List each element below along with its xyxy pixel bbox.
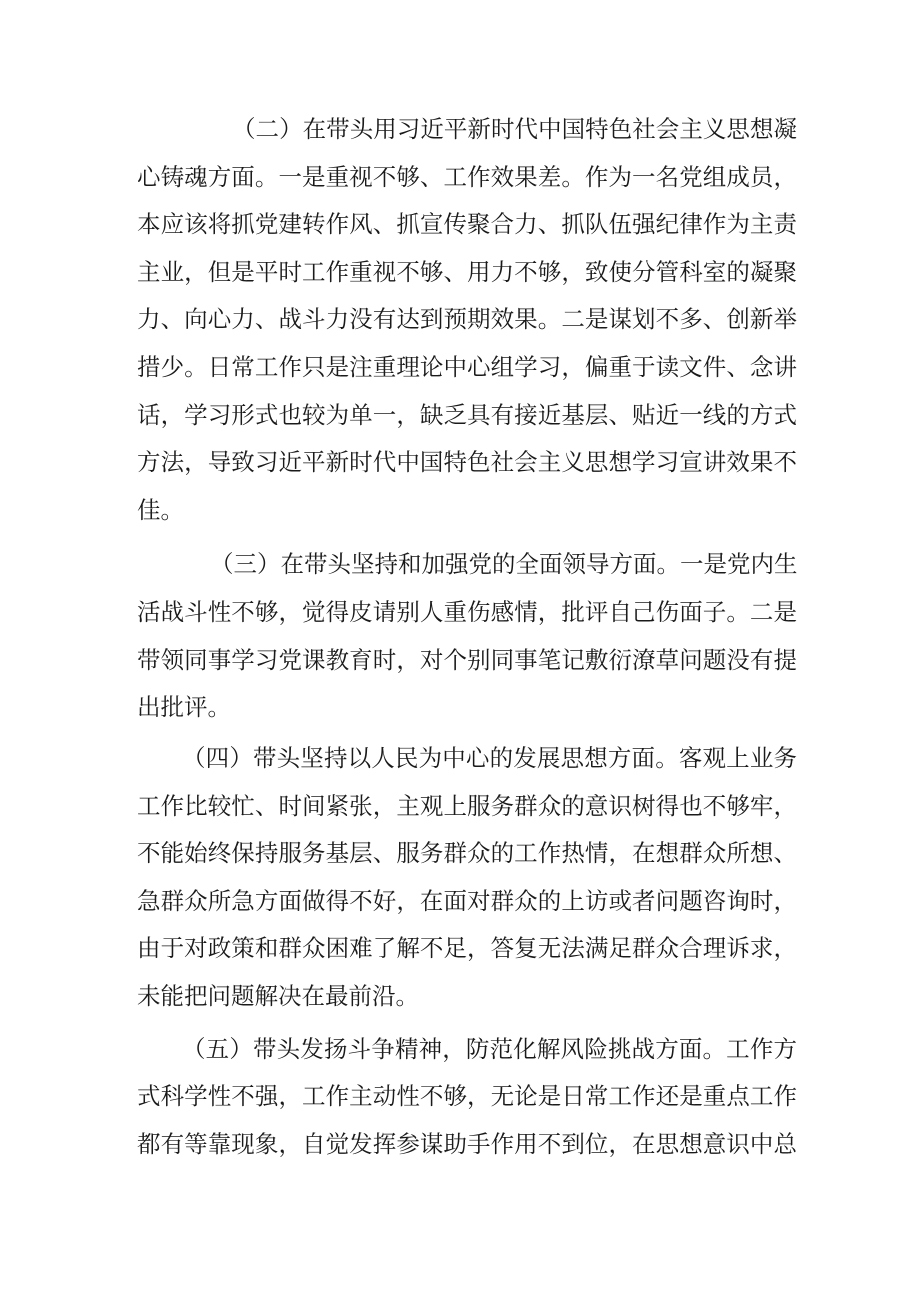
text-line: 式科学性不强，工作主动性不够，无论是日常工作还是重点工作 xyxy=(137,1082,797,1110)
text-line: 未能把问题解决在最前沿。 xyxy=(137,982,419,1010)
text-line: （四）带头坚持以人民为中心的发展思想方面。客观上业务 xyxy=(182,744,797,772)
text-line: 出批评。 xyxy=(137,693,231,721)
text-line: 措少。日常工作只是注重理论中心组学习，偏重于读文件、念讲 xyxy=(137,353,797,381)
text-line: 都有等靠现象，自觉发挥参谋助手作用不到位，在思想意识中总 xyxy=(137,1130,797,1158)
text-line: （三）在带头坚持和加强党的全面领导方面。一是党内生 xyxy=(210,550,798,578)
text-line: 佳。 xyxy=(137,496,184,524)
text-line: 本应该将抓党建转作风、抓宣传聚合力、抓队伍强纪律作为主责 xyxy=(137,210,797,238)
text-line: 带领同事学习党课教育时，对个别同事笔记敷衍潦草问题没有提 xyxy=(137,646,797,674)
text-line: 工作比较忙、时间紧张，主观上服务群众的意识树得也不够牢， xyxy=(137,792,797,820)
text-line: （五）带头发扬斗争精神，防范化解风险挑战方面。工作方 xyxy=(182,1035,797,1063)
text-line: 急群众所急方面做得不好，在面对群众的上访或者问题咨询时， xyxy=(137,887,797,915)
text-line: 心铸魂方面。一是重视不够、工作效果差。作为一名党组成员， xyxy=(137,163,797,191)
text-line: 话，学习形式也较为单一，缺乏具有接近基层、贴近一线的方式 xyxy=(137,401,797,429)
text-line: 不能始终保持服务基层、服务群众的工作热情，在想群众所想、 xyxy=(137,839,797,867)
text-line: 活战斗性不够，觉得皮请别人重伤感情，批评自己伤面子。二是 xyxy=(137,598,797,626)
text-line: 由于对政策和群众困难了解不足，答复无法满足群众合理诉求， xyxy=(137,934,797,962)
text-line: （二）在带头用习近平新时代中国特色社会主义思想凝 xyxy=(232,115,797,143)
text-line: 方法，导致习近平新时代中国特色社会主义思想学习宣讲效果不 xyxy=(137,448,797,476)
text-line: 力、向心力、战斗力没有达到预期效果。二是谋划不多、创新举 xyxy=(137,305,797,333)
text-line: 主业，但是平时工作重视不够、用力不够，致使分管科室的凝聚 xyxy=(137,258,797,286)
